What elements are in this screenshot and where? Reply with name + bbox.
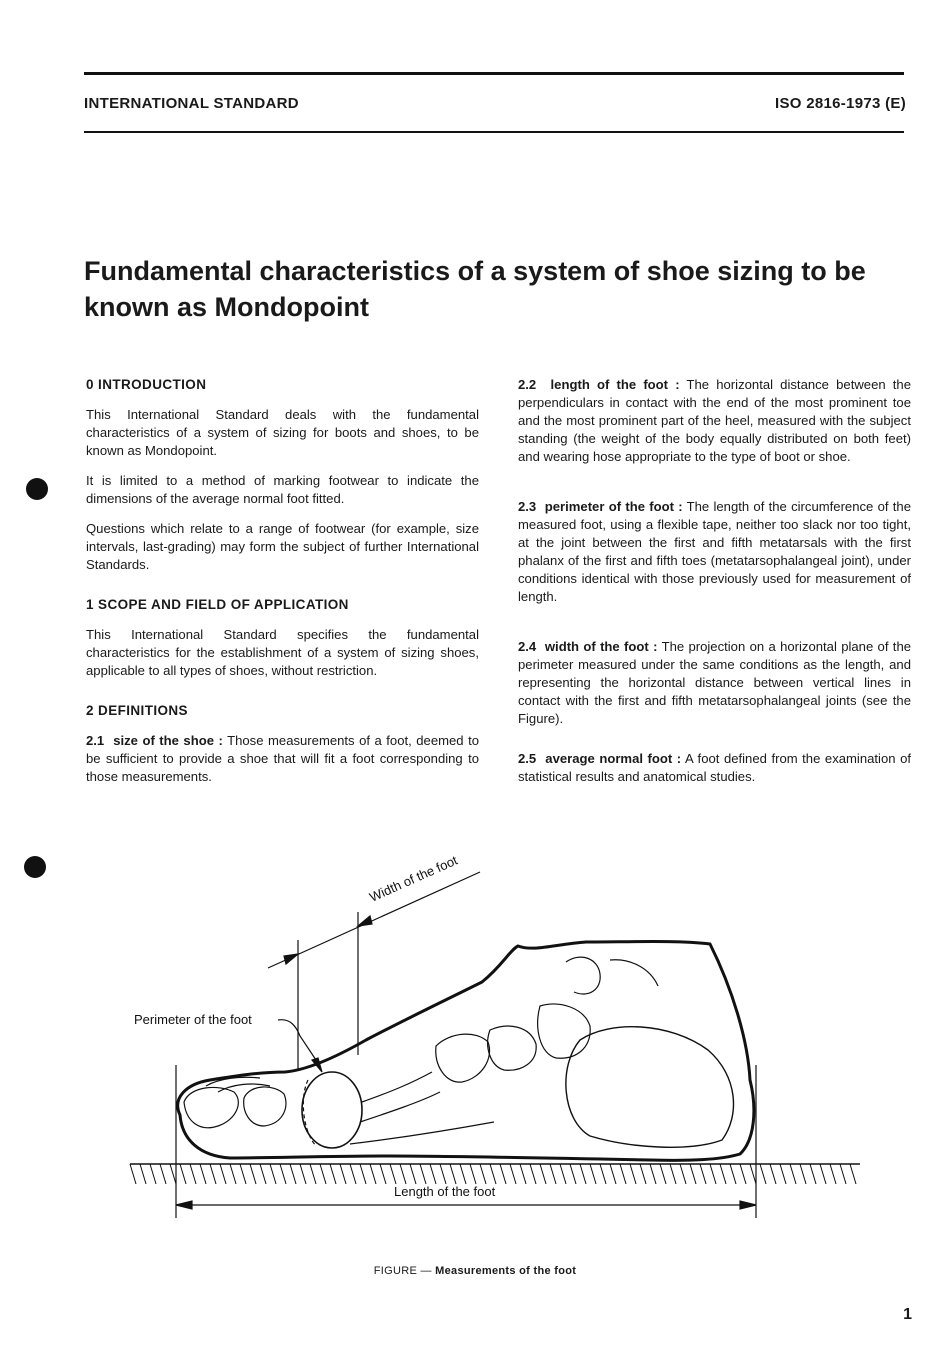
length-label: Length of the foot bbox=[394, 1184, 496, 1199]
spacer bbox=[518, 618, 911, 638]
intro-paragraph: This International Standard deals with the fundamental characteristics of a system of sizing for boots and shoes, to be known as Mondopoint. bbox=[86, 407, 479, 458]
definition-number: 2.4 bbox=[518, 639, 537, 654]
section-heading-introduction: 0 INTRODUCTION bbox=[86, 377, 207, 392]
spacer bbox=[518, 740, 911, 750]
definition-number: 2.5 bbox=[518, 751, 537, 766]
navicular-bone bbox=[488, 1026, 536, 1070]
spacer bbox=[86, 586, 479, 596]
page-title: Fundamental characteristics of a system of shoe sizing to be known as Mondopoint bbox=[84, 256, 866, 322]
width-label: Width of the foot bbox=[367, 852, 460, 905]
metatarsal-head bbox=[302, 1072, 362, 1148]
definition-text: The projection on a horizontal plane of the perimeter measured under the same conditions as the length, and representing the horizontal distance between vertical lines in contact with the first and fifth metatarsophalangeal joints (see the Figure). bbox=[518, 639, 912, 726]
metatarsal-shaft bbox=[350, 1122, 494, 1144]
spacer bbox=[86, 692, 479, 702]
talus-bone bbox=[538, 1004, 590, 1058]
definition-2-4 bbox=[518, 638, 911, 728]
punch-hole-mark bbox=[26, 478, 48, 500]
toe-bone bbox=[244, 1087, 286, 1126]
definition-term: width of the foot : bbox=[544, 639, 658, 654]
header-standard-number: ISO 2816-1973 (E) bbox=[774, 95, 906, 112]
width-arrowhead-right bbox=[358, 916, 372, 926]
length-arrowhead-right bbox=[740, 1201, 756, 1209]
definition-text: The length of the circumference of the measured foot, using a flexible tape, neither too slack nor too tight, at the joint between the first and fifth metatarsals with the first phalanx of the first and fifth toes (metatarsophalangeal joint), under conditions identical with those previously used for measurement of length. bbox=[518, 499, 911, 604]
definition-term: perimeter of the foot : bbox=[544, 499, 683, 514]
definition-number: 2.2 bbox=[518, 377, 537, 392]
definition-term: length of the foot : bbox=[550, 377, 680, 392]
fibula-end bbox=[610, 960, 658, 986]
definition-term: size of the shoe : bbox=[113, 733, 223, 748]
page-number: 1 bbox=[903, 1306, 912, 1323]
spacer bbox=[518, 478, 911, 498]
definition-text: Those measurements of a foot, deemed to be sufficient to provide a shoe that will fit a foot corresponding to those measurements. bbox=[86, 733, 479, 784]
length-arrowhead-left bbox=[176, 1201, 192, 1209]
metatarsal-shaft bbox=[360, 1072, 440, 1122]
header-top-rule bbox=[84, 72, 904, 75]
perimeter-label: Perimeter of the foot bbox=[134, 1012, 252, 1027]
definition-2-2 bbox=[518, 376, 911, 466]
definition-2-5 bbox=[518, 750, 911, 786]
definition-number: 2.1 bbox=[86, 733, 105, 748]
foot-measurement-figure bbox=[110, 840, 870, 1240]
scope-paragraph: This International Standard specifies the fundamental characteristics for the establishment of a system of sizing shoes, applicable to all types of shoes, without restriction. bbox=[86, 627, 479, 678]
intro-paragraph: It is limited to a method of marking footwear to indicate the dimensions of the average normal foot fitted. bbox=[86, 473, 479, 506]
definition-number: 2.3 bbox=[518, 499, 537, 514]
definition-2-1 bbox=[86, 732, 479, 786]
section-heading-scope: 1 SCOPE AND FIELD OF APPLICATION bbox=[86, 597, 349, 612]
caption-title: Measurements of the foot bbox=[435, 1265, 577, 1277]
header-bottom-rule bbox=[84, 131, 904, 133]
definition-term: average normal foot : bbox=[545, 751, 682, 766]
figure-caption bbox=[0, 1265, 950, 1277]
intro-paragraph: Questions which relate to a range of footwear (for example, size intervals, last-grading) may form the subject of further International Standards. bbox=[86, 521, 479, 572]
toe-bone bbox=[184, 1087, 238, 1127]
calcaneus-bone bbox=[566, 1027, 734, 1148]
width-arrowhead-left bbox=[284, 954, 298, 964]
punch-hole-mark bbox=[24, 856, 46, 878]
tibia-end bbox=[566, 957, 600, 994]
definition-text: The horizontal distance between the perpendiculars in contact with the end of the most prominent toe and the most prominent part of the heel, measured with the subject standing (the weight of the body equally distributed on both feet) and wearing hose appropriate to the type of boot or shoe. bbox=[518, 377, 911, 464]
perimeter-tape bbox=[303, 1080, 316, 1146]
width-dimension-line bbox=[268, 872, 480, 968]
left-column bbox=[86, 376, 479, 798]
header-standard-type: INTERNATIONAL STANDARD bbox=[84, 95, 299, 112]
section-heading-definitions: 2 DEFINITIONS bbox=[86, 703, 188, 718]
definition-text: A foot defined from the examination of statistical results and anatomical studies. bbox=[518, 751, 911, 784]
right-column bbox=[518, 376, 911, 798]
caption-prefix: FIGURE — bbox=[373, 1265, 436, 1277]
cuneiform-bone bbox=[436, 1034, 490, 1082]
ground-hatching bbox=[130, 1164, 856, 1184]
definition-2-3 bbox=[518, 498, 911, 606]
